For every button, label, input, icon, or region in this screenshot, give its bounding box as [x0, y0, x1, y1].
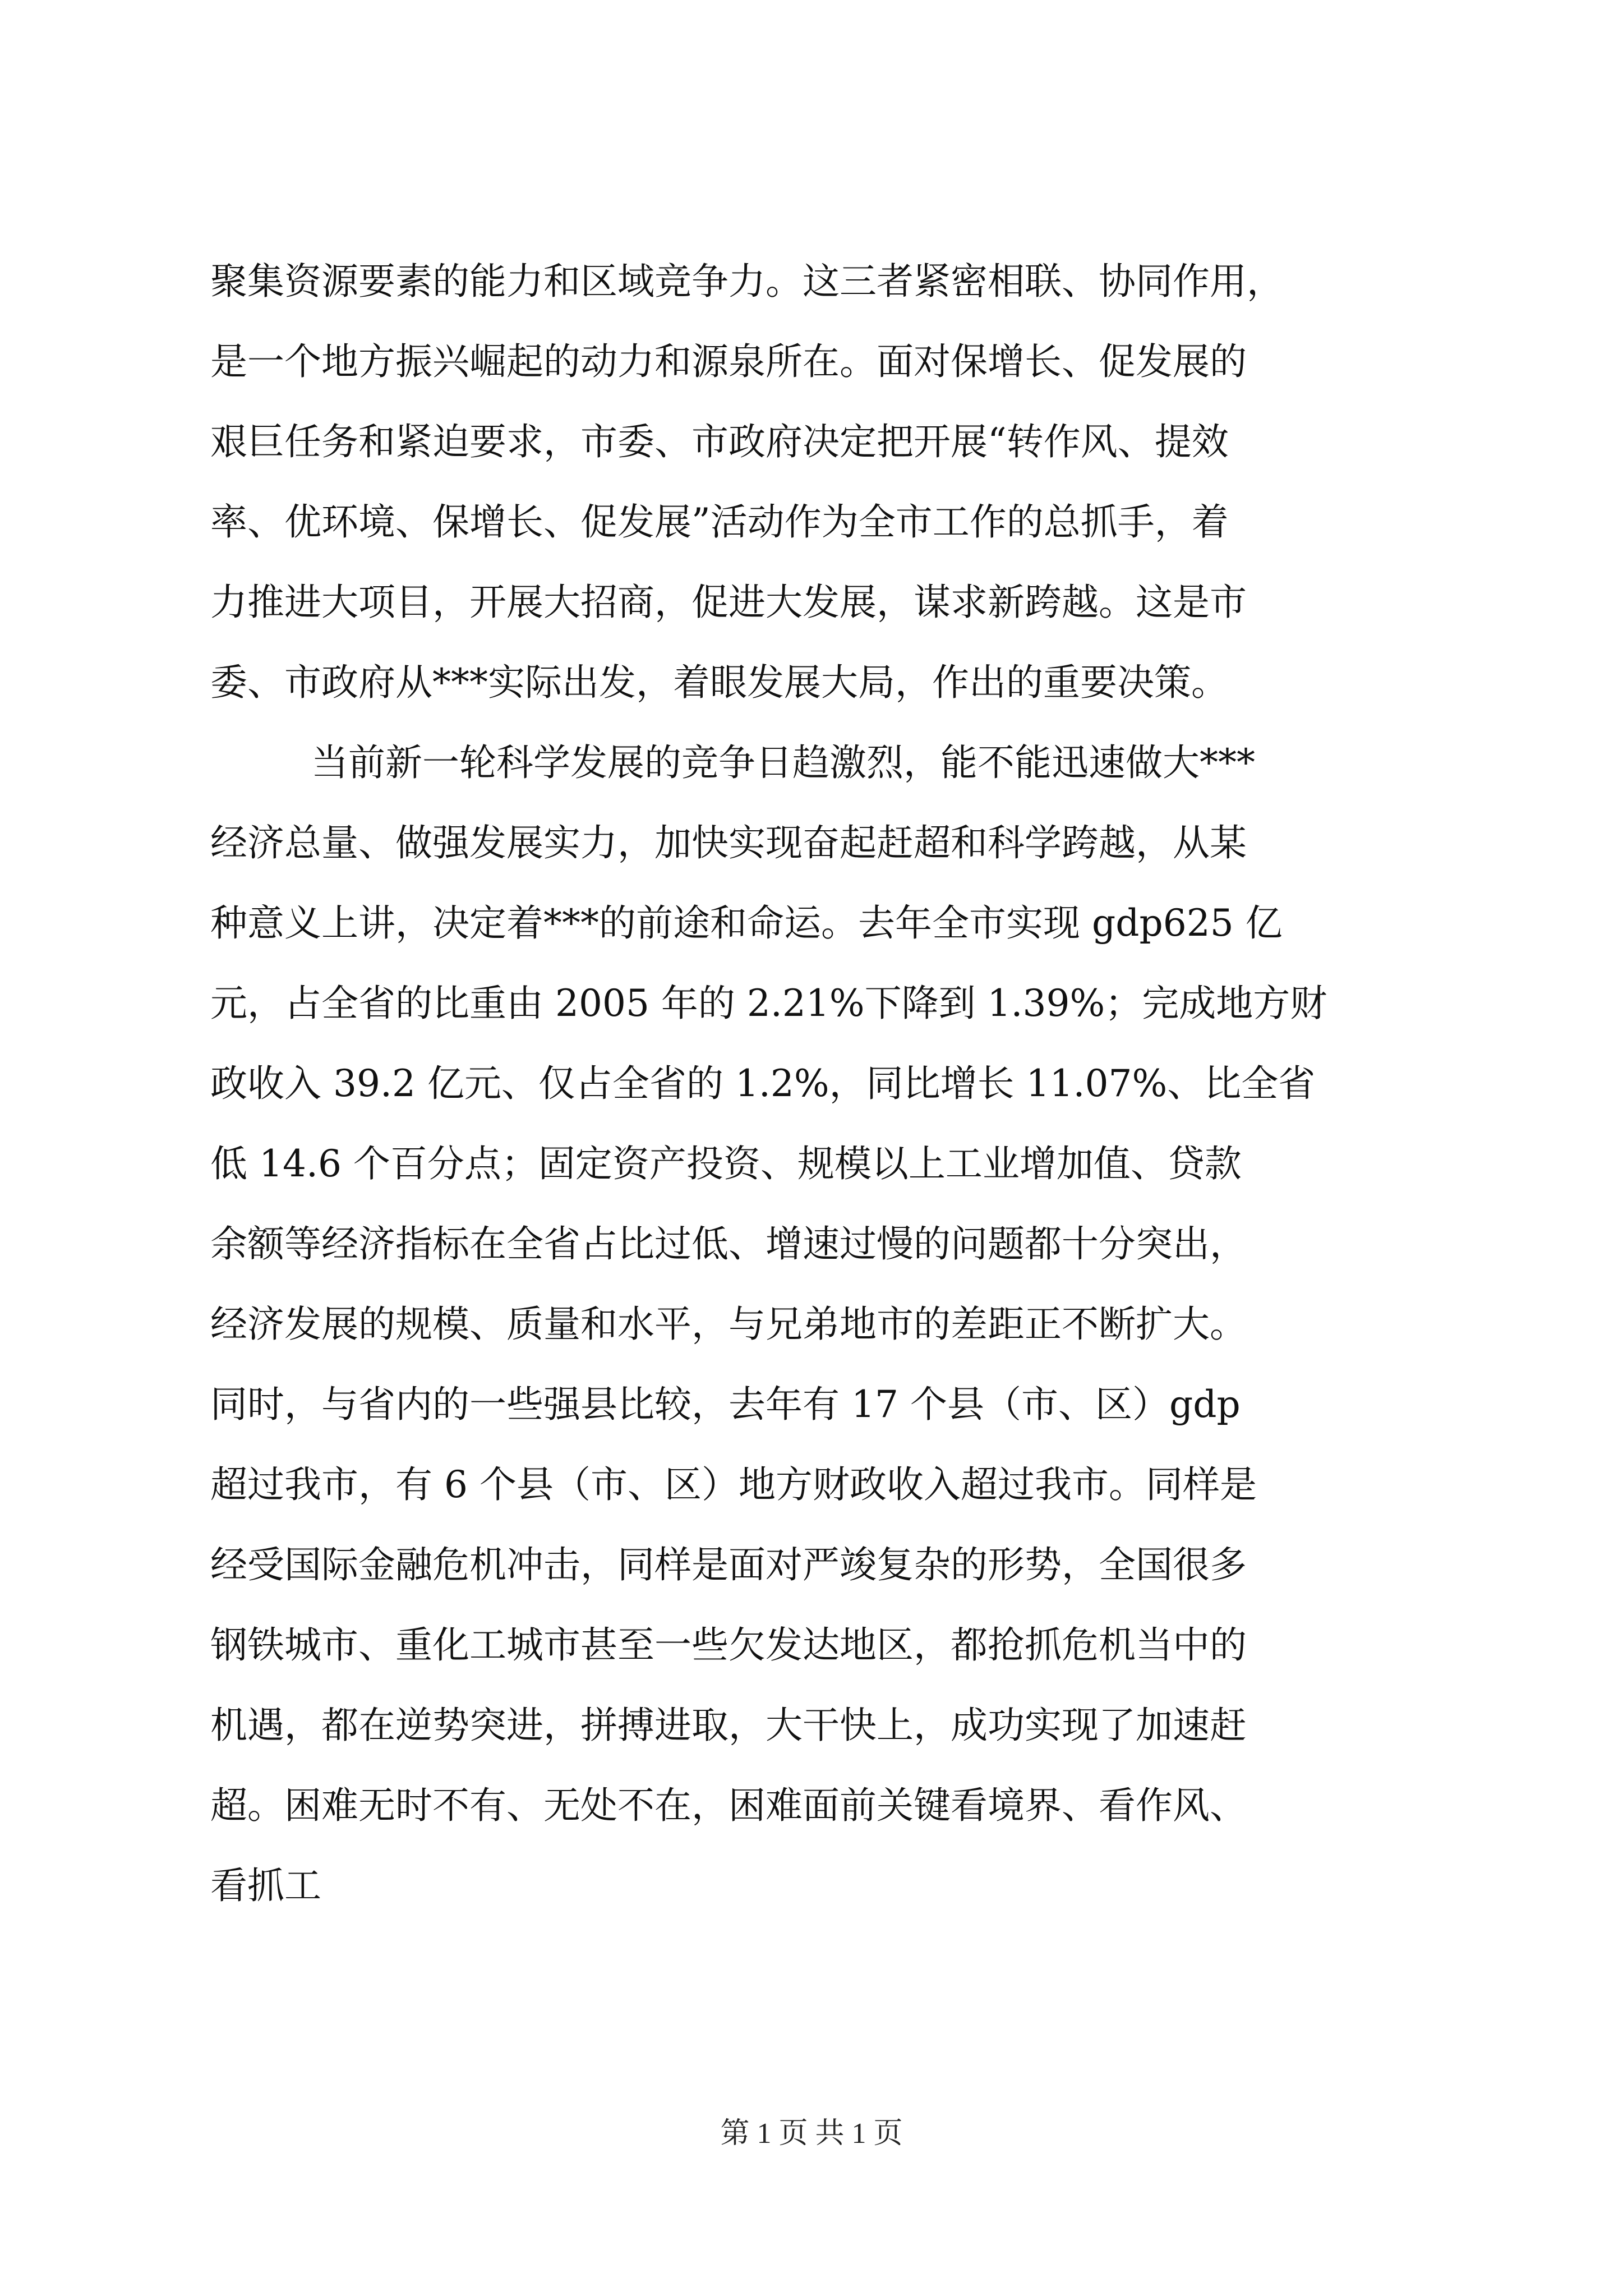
text-line: 种意义上讲，决定着***的前途和命运。去年全市实现 gdp625 亿	[210, 901, 1283, 945]
text-line: 看抓工	[210, 1864, 321, 1907]
text-line: 超过我市，有 6 个县（市、区）地方财政收入超过我市。同样是	[210, 1463, 1257, 1506]
text-line: 艰巨任务和紧迫要求，市委、市政府决定把开展“转作风、提效	[210, 420, 1229, 463]
text-line: 率、优环境、保增长、促发展”活动作为全市工作的总抓手，着	[210, 500, 1229, 544]
text-line: 委、市政府从***实际出发，着眼发展大局，作出的重要决策。	[210, 661, 1228, 704]
text-line: 钢铁城市、重化工城市甚至一些欠发达地区，都抢抓危机当中的	[210, 1623, 1247, 1667]
text-line: 超。困难无时不有、无处不在，困难面前关键看境界、看作风、	[210, 1784, 1247, 1827]
paragraph-1	[210, 241, 1416, 723]
text-line: 是一个地方振兴崛起的动力和源泉所在。面对保增长、促发展的	[210, 340, 1247, 383]
page-number-footer: 第 1 页 共 1 页	[720, 2118, 903, 2150]
text-line: 当前新一轮科学发展的竞争日趋激烈，能不能迅速做大***	[311, 741, 1255, 784]
text-line: 机遇，都在逆势突进，拼搏进取，大干快上，成功实现了加速赶	[210, 1704, 1247, 1747]
text-line: 余额等经济指标在全省占比过低、增速过慢的问题都十分突出，	[210, 1222, 1247, 1266]
text-line: 经济总量、做强发展实力，加快实现奋起赶超和科学跨越，从某	[210, 821, 1247, 864]
text-line: 经济发展的规模、质量和水平，与兄弟地市的差距正不断扩大。	[210, 1303, 1247, 1346]
document-body	[210, 241, 1416, 1926]
text-line: 同时，与省内的一些强县比较，去年有 17 个县（市、区）gdp	[210, 1383, 1241, 1426]
text-line: 低 14.6 个百分点；固定资产投资、规模以上工业增加值、贷款	[210, 1142, 1242, 1185]
text-line: 元，占全省的比重由 2005 年的 2.21%下降到 1.39%；完成地方财	[210, 982, 1327, 1025]
paragraph-2	[210, 723, 1416, 1926]
text-line: 聚集资源要素的能力和区域竞争力。这三者紧密相联、协同作用，	[210, 260, 1284, 303]
text-line: 政收入 39.2 亿元、仅占全省的 1.2%，同比增长 11.07%、比全省	[210, 1062, 1316, 1105]
text-line: 力推进大项目，开展大招商，促进大发展，谋求新跨越。这是市	[210, 581, 1247, 624]
text-line: 经受国际金融危机冲击，同样是面对严竣复杂的形势，全国很多	[210, 1543, 1247, 1586]
